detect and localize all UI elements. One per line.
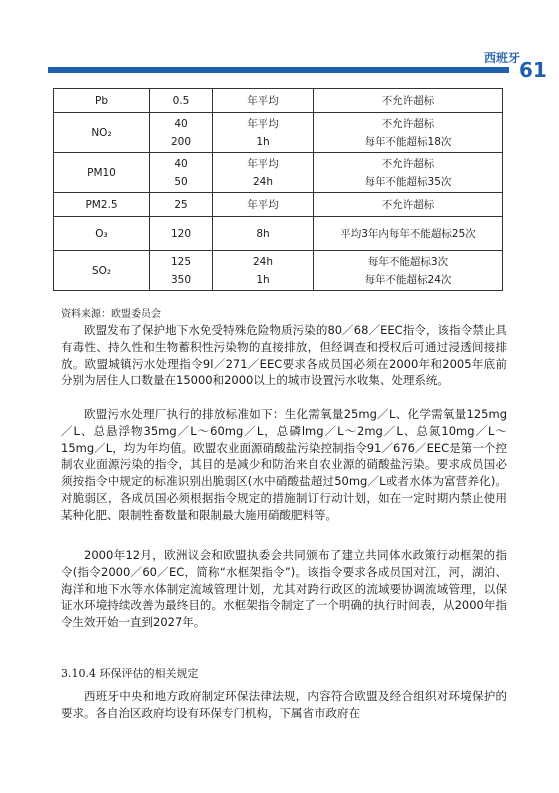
limit-value-cell-line: 40: [174, 117, 188, 130]
averaging-period-cell: [213, 153, 314, 193]
table-source-note: 资料来源：欧盟委员会: [61, 309, 161, 320]
table-row: [54, 193, 503, 217]
pollutant-cell: PM10: [54, 153, 150, 193]
pollutant-cell: SO₂: [54, 251, 150, 291]
averaging-period-cell-line: 年平均: [247, 157, 279, 170]
section-heading: 3.10.4 环保评估的相关规定: [61, 667, 199, 680]
averaging-period-cell: [213, 217, 314, 251]
table-row: [54, 217, 503, 251]
limit-value-cell: [150, 217, 213, 251]
averaging-period-cell-line: 年平均: [247, 198, 279, 211]
exceedance-rule-cell-line: 每年不能超标24次: [364, 273, 452, 286]
averaging-period-cell: [213, 113, 314, 153]
air-quality-standards-table: [53, 88, 503, 291]
limit-value-cell: [150, 89, 213, 113]
averaging-period-cell-line: 8h: [256, 227, 270, 240]
table-row: [54, 251, 503, 291]
averaging-period-cell-line: 24h: [252, 175, 273, 188]
limit-value-cell-line: 125: [170, 255, 192, 268]
averaging-period-cell-line: 24h: [252, 255, 273, 268]
limit-value-cell: [150, 193, 213, 217]
exceedance-rule-cell-line: 每年不能超标35次: [364, 175, 452, 188]
pollutant-cell: PM2.5: [54, 193, 150, 217]
exceedance-rule-cell: [314, 113, 503, 153]
table-row: [54, 153, 503, 193]
exceedance-rule-cell: [314, 193, 503, 217]
paragraph-spain-regulation: 西班牙中央和地方政府制定环保法律法规，内容符合欧盟及经合组织对环境保护的要求。各自治区政府均设有环保专门机构，下属省市政府在: [61, 689, 507, 720]
exceedance-rule-cell: [314, 251, 503, 291]
limit-value-cell-line: 0.5: [172, 94, 190, 107]
limit-value-cell-line: 120: [170, 227, 192, 240]
averaging-period-cell-line: 1h: [256, 273, 270, 286]
limit-value-cell-line: 25: [174, 198, 188, 211]
paragraph-water-framework: 2000年12月，欧洲议会和欧盟执委会共同颁布了建立共同体水政策行动框架的指令(指令2000／60／EC，简称“水框架指令”)。该指令要求各成员国对江，河，湖泊、海洋和地下水等水体制定流域管理计划，尤其对跨行政区的流域要协调流域管理，以保证水环境持续改善为最终目的。水框架指令制定了一个明确的执行时间表，从2000年指令生效开始一直到2027年。: [61, 548, 507, 630]
pollutant-cell: Pb: [54, 89, 150, 113]
exceedance-rule-cell: [314, 89, 503, 113]
averaging-period-cell: [213, 89, 314, 113]
averaging-period-cell-line: 年平均: [247, 117, 279, 130]
exceedance-rule-cell-line: 不允许超标: [381, 94, 435, 107]
table-row: [54, 89, 503, 113]
table-row: [54, 113, 503, 153]
limit-value-cell: [150, 153, 213, 193]
averaging-period-cell-line: 年平均: [247, 94, 279, 107]
limit-value-cell-line: 40: [174, 157, 188, 170]
header-bar: [48, 67, 509, 73]
exceedance-rule-cell-line: 每年不能超标18次: [364, 135, 452, 148]
limit-value-cell: [150, 251, 213, 291]
exceedance-rule-cell-line: 不允许超标: [381, 198, 435, 211]
exceedance-rule-cell: [314, 153, 503, 193]
limit-value-cell: [150, 113, 213, 153]
averaging-period-cell-line: 1h: [256, 135, 270, 148]
exceedance-rule-cell-line: 不允许超标: [381, 117, 435, 130]
averaging-period-cell: [213, 193, 314, 217]
limit-value-cell-line: 50: [174, 175, 188, 188]
limit-value-cell-line: 200: [170, 135, 192, 148]
exceedance-rule-cell-line: 平均3年内每年不能超标25次: [340, 227, 476, 240]
pollutant-cell: NO₂: [54, 113, 150, 153]
page-number: 61: [519, 58, 547, 82]
exceedance-rule-cell: [314, 217, 503, 251]
paragraph-wastewater-standards: 欧盟污水处理厂执行的排放标准如下：生化需氧量25mg／L、化学需氧量125mg／L、总悬浮物35mg／L～60mg／L，总磷lmg／L～2mg／L、总氮10mg／L～15mg／L，均为年均值。欧盟农业面源硝酸盐污染控制指令91／676／EEC是第一个控制农业面源污染的指令，其目的是减少和防治来自农业源的硝酸盐污染。要求成员国必须按指令中规定的标准识别出脆弱区(水中硝酸盐超过50mg／L或者水体为富营养化)。对脆弱区，各成员国必须根据指令规定的措施制订行动计划，如在一定时期内禁止使用某种化肥、限制牲畜数量和限制最大施用硝酸肥料等。: [61, 407, 507, 522]
exceedance-rule-cell-line: 每年不能超标3次: [367, 255, 449, 268]
running-header-country: 西班牙: [484, 51, 521, 65]
exceedance-rule-cell-line: 不允许超标: [381, 157, 435, 170]
averaging-period-cell: [213, 251, 314, 291]
paragraph-eu-groundwater: 欧盟发布了保护地下水免受特殊危险物质污染的80／68／EEC指令，该指令禁止具有毒性、持久性和生物蓄积性污染物的直接排放，但经调查和授权后可通过浸透间接排放。欧盟城镇污水处理指令9l／271／EEC要求各成员国必须在2000年和2005年底前分别为居住人口数量在15000和2000以上的城市设置污水收集、处理系统。: [61, 323, 507, 388]
limit-value-cell-line: 350: [170, 273, 192, 286]
pollutant-cell: O₃: [54, 217, 150, 251]
